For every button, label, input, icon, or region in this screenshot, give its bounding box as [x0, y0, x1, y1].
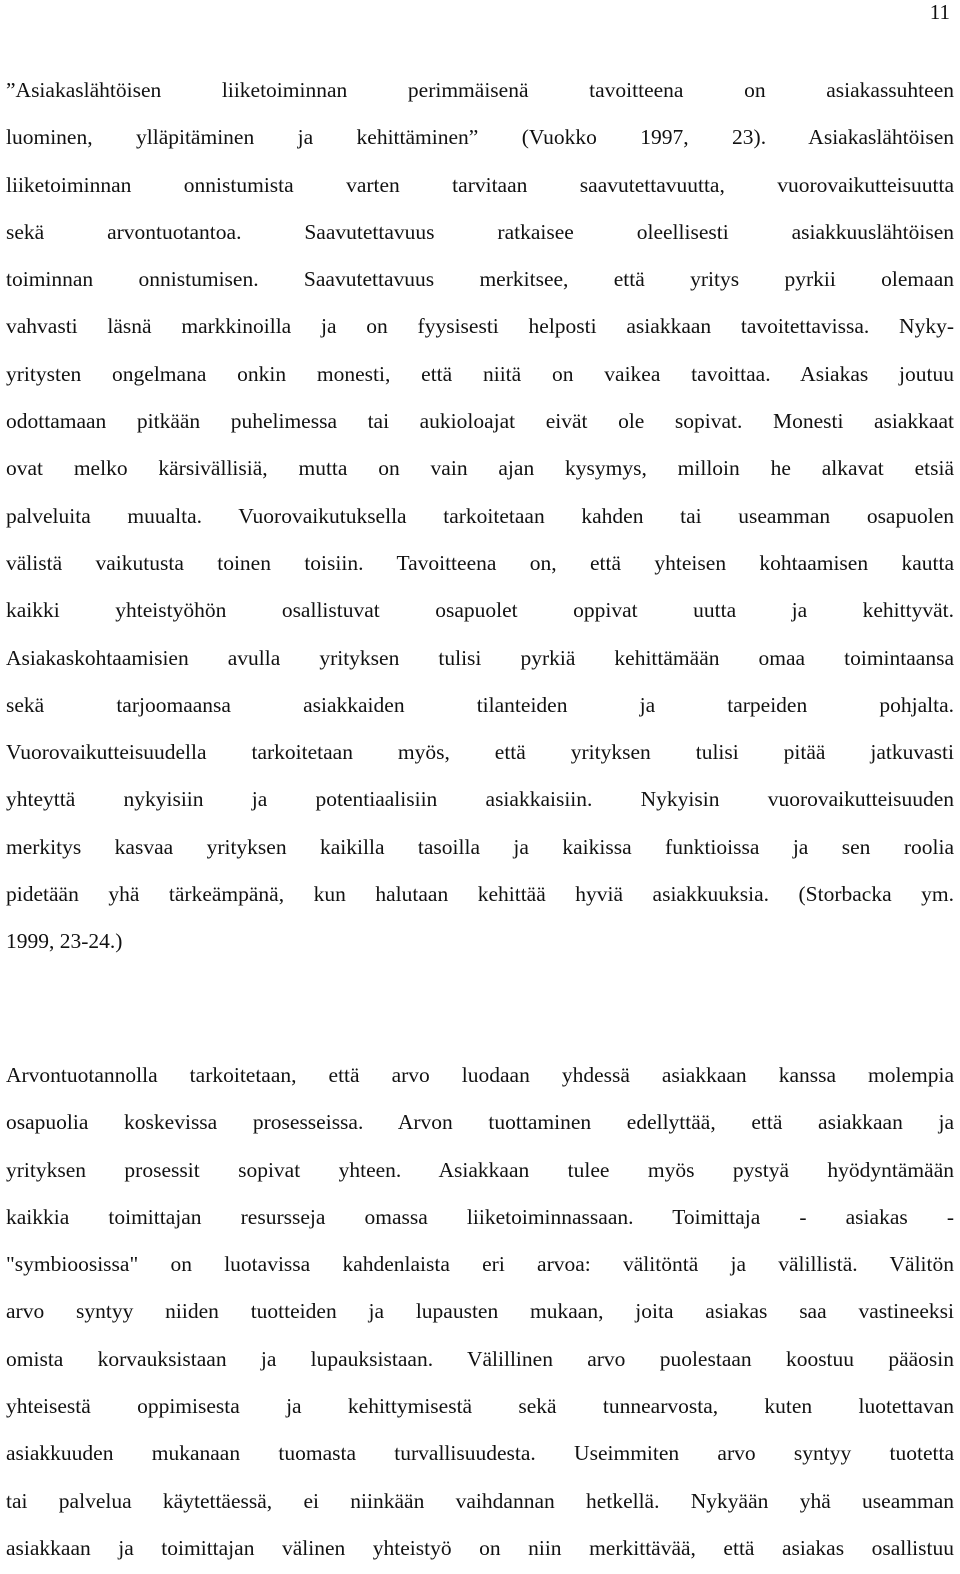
page-number: 11: [929, 0, 950, 24]
text-line: palveluita muualta. Vuorovaikutuksella tarkoitetaan kahden tai useamman osapuolen: [6, 503, 954, 528]
text-line: yhteisestä oppimisesta ja kehittymisestä sekä tunnearvosta, kuten luotettavan: [6, 1394, 954, 1419]
text-line: pidetään yhä tärkeämpänä, kun halutaan kehittää hyviä asiakkuuksia. (Storbacka ym.: [6, 882, 954, 907]
text-line: osapuolia koskevissa prosesseissa. Arvon tuottaminen edellyttää, että asiakkaan ja: [6, 1110, 954, 1135]
text-line: 1999, 23-24.): [6, 929, 123, 954]
text-line: Vuorovaikutteisuudella tarkoitetaan myös, että yrityksen tulisi pitää jatkuvasti: [6, 740, 954, 765]
text-line: Arvontuotannolla tarkoitetaan, että arvo luodaan yhdessä asiakkaan kanssa molempia: [6, 1063, 954, 1087]
text-line: Asiakaskohtaamisien avulla yrityksen tulisi pyrkiä kehittämään omaa toimintaansa: [6, 645, 954, 670]
text-line: luominen, ylläpitäminen ja kehittäminen” (Vuokko 1997, 23). Asiakaslähtöisen: [6, 125, 954, 150]
text-line: yritysten ongelmana onkin monesti, että niitä on vaikea tavoittaa. Asiakas joutuu: [6, 361, 954, 386]
text-line: merkitys kasvaa yrityksen kaikilla tasoilla ja kaikissa funktioissa ja sen roolia: [6, 834, 954, 859]
text-line: odottamaan pitkään puhelimessa tai aukioloajat eivät ole sopivat. Monesti asiakkaat: [6, 409, 954, 434]
text-line: ovat melko kärsivällisiä, mutta on vain ajan kysymys, milloin he alkavat etsiä: [6, 456, 954, 481]
text-line: arvo syntyy niiden tuotteiden ja lupausten mukaan, joita asiakas saa vastineeksi: [6, 1299, 954, 1324]
paragraph-2: [6, 1052, 954, 1572]
text-line: asiakkaan ja toimittajan välinen yhteistyö on niin merkittävää, että asiakas osallistuu: [6, 1535, 954, 1560]
text-line: kaikki yhteistyöhön osallistuvat osapuolet oppivat uutta ja kehittyvät.: [6, 598, 954, 623]
text-line: ”Asiakaslähtöisen liiketoiminnan perimmäisenä tavoitteena on asiakassuhteen: [6, 78, 954, 102]
text-line: asiakkuuden mukanaan tuomasta turvallisuudesta. Useimmiten arvo syntyy tuotetta: [6, 1441, 954, 1466]
text-line: välistä vaikutusta toinen toisiin. Tavoitteena on, että yhteisen kohtaamisen kautta: [6, 550, 954, 575]
text-line: yrityksen prosessit sopivat yhteen. Asiakkaan tulee myös pystyä hyödyntämään: [6, 1157, 954, 1182]
text-line: sekä tarjoomaansa asiakkaiden tilanteiden ja tarpeiden pohjalta.: [6, 692, 954, 717]
text-line: vahvasti läsnä markkinoilla ja on fyysisesti helposti asiakkaan tavoitettavissa. Nyky-: [6, 314, 954, 339]
text-line: liiketoiminnan onnistumista varten tarvitaan saavutettavuutta, vuorovaikutteisuutta: [6, 172, 954, 197]
text-line: toiminnan onnistumisen. Saavutettavuus merkitsee, että yritys pyrkii olemaan: [6, 267, 954, 292]
text-line: omista korvauksistaan ja lupauksistaan. Välillinen arvo puolestaan koostuu pääosin: [6, 1346, 954, 1371]
paragraph-1: [6, 67, 954, 966]
text-line: kaikkia toimittajan resursseja omassa liiketoiminnassaan. Toimittaja - asiakas -: [6, 1204, 954, 1229]
text-line: yhteyttä nykyisiin ja potentiaalisiin asiakkaisiin. Nykyisin vuorovaikutteisuuden: [6, 787, 954, 812]
text-line: "symbioosissa" on luotavissa kahdenlaista eri arvoa: välitöntä ja välillistä. Välitön: [6, 1252, 954, 1277]
text-line: tai palvelua käytettäessä, ei niinkään vaihdannan hetkellä. Nykyään yhä useamman: [6, 1488, 954, 1513]
text-line: sekä arvontuotantoa. Saavutettavuus ratkaisee oleellisesti asiakkuuslähtöisen: [6, 219, 954, 244]
